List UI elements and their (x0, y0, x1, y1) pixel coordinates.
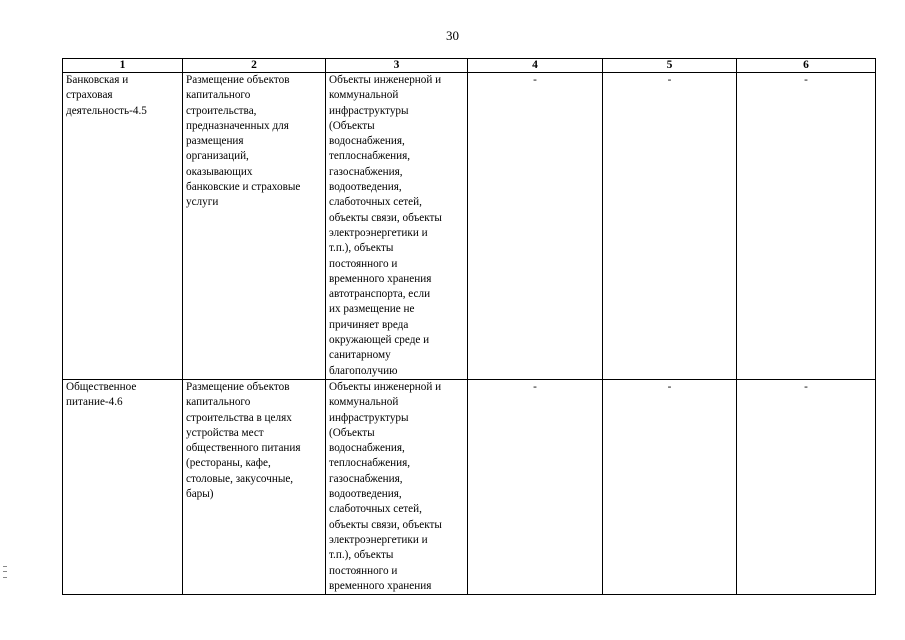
dash-cell: - (603, 379, 737, 594)
column-header: 5 (603, 59, 737, 73)
dash-cell: - (737, 379, 876, 594)
column-header: 1 (63, 59, 183, 73)
permitted-objects-cell: Объекты инженерной и коммунальной инфраструктуры (Объекты водоснабжения, теплоснабжения, газоснабжения, водоотведения, слаботочных сетей, объекты связи, объекты электроэнергетики и т.п.), объекты постоянного и временного хранения автотранспорта, если их размещение не причиняет вреда окружающей среде и санитарному благополучию (326, 73, 468, 380)
table-row (63, 379, 876, 594)
column-header: 6 (737, 59, 876, 73)
description-cell: Размещение объектов капитального строительства, предназначенных для размещения организаций, оказывающих банковские и страховые услуги (183, 73, 326, 380)
dash-cell: - (737, 73, 876, 380)
page-number: 30 (446, 28, 459, 43)
table-row (63, 73, 876, 380)
table-header-row (63, 59, 876, 73)
dash-cell: - (468, 73, 603, 380)
land-use-table (62, 58, 876, 595)
scan-margin-mark (3, 566, 7, 578)
description-cell: Размещение объектов капитального строительства в целях устройства мест общественного питания (рестораны, кафе, столовые, закусочные, бары) (183, 379, 326, 594)
column-header: 3 (326, 59, 468, 73)
column-header: 4 (468, 59, 603, 73)
activity-type-cell: Банковская и страховая деятельность-4.5 (63, 73, 183, 380)
activity-type-cell: Общественное питание-4.6 (63, 379, 183, 594)
dash-cell: - (468, 379, 603, 594)
permitted-objects-cell: Объекты инженерной и коммунальной инфраструктуры (Объекты водоснабжения, теплоснабжения, газоснабжения, водоотведения, слаботочных сетей, объекты связи, объекты электроэнергетики и т.п.), объекты постоянного и временного хранения (326, 379, 468, 594)
column-header: 2 (183, 59, 326, 73)
dash-cell: - (603, 73, 737, 380)
